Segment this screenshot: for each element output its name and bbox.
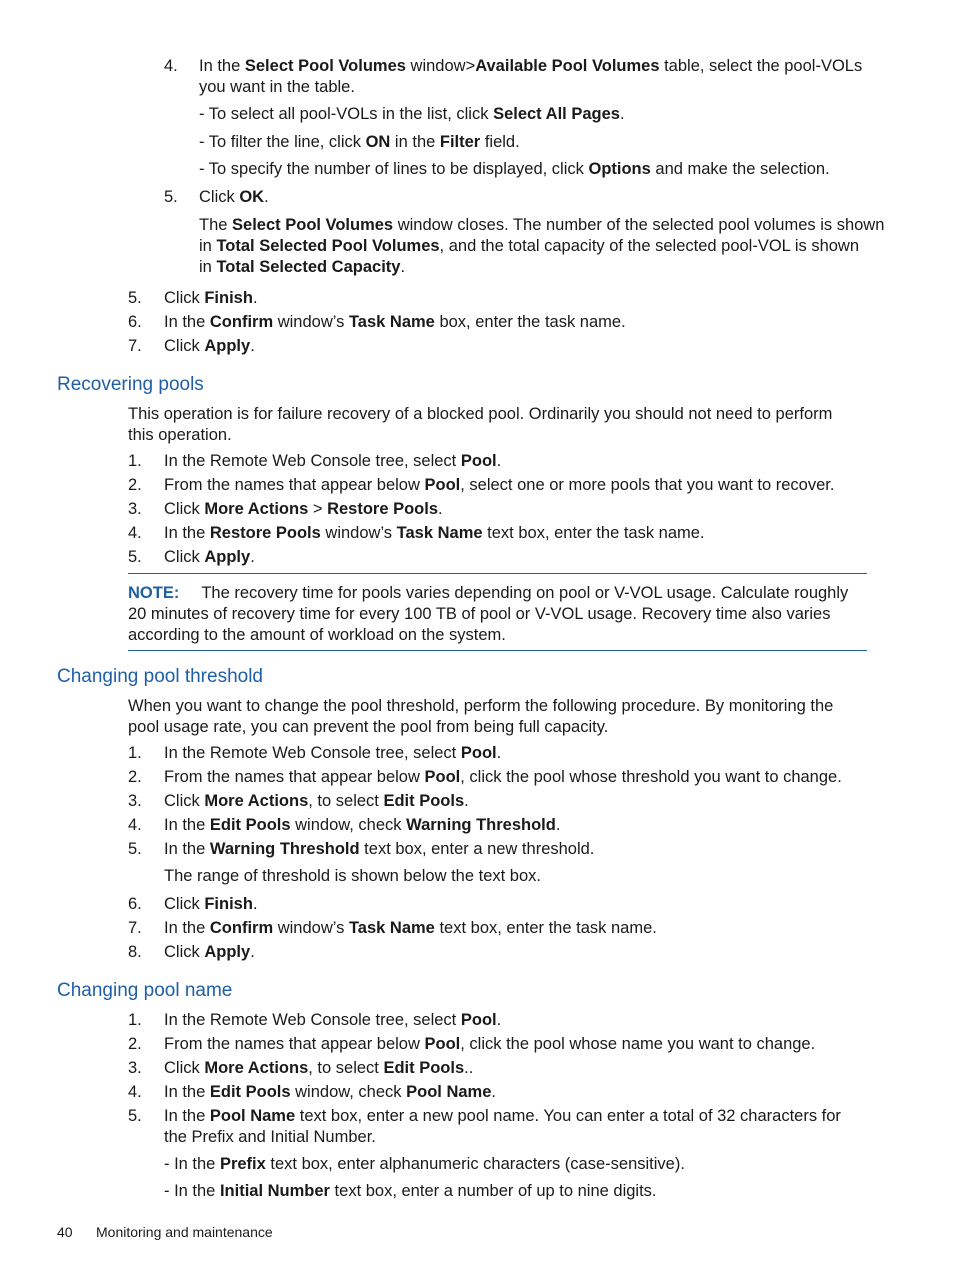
step-number: 7. [128,337,142,355]
step-text: In the Confirm window’s Task Name box, enter the task name. [164,313,626,331]
step-text: From the names that appear below Pool, click the pool whose threshold you want to change. [164,768,842,786]
step-text: In the Remote Web Console tree, select Pool. [164,452,502,470]
section-heading: Changing pool threshold [57,666,263,687]
step-text: in Total Selected Capacity. [199,258,406,276]
sub-step-text: - In the Prefix text box, enter alphanumeric characters (case-sensitive). [164,1155,685,1173]
step-number: 8. [128,943,142,961]
step-text: Click Finish. [164,895,258,913]
step-number: 3. [128,792,142,810]
step-number: 1. [128,452,142,470]
step-number: 5. [128,548,142,566]
step-text: In the Remote Web Console tree, select Pool. [164,744,502,762]
step-text: From the names that appear below Pool, select one or more pools that you want to recover. [164,476,835,494]
step-text: Click More Actions, to select Edit Pools. [164,792,469,810]
step-text: Click OK. [199,188,269,206]
step-text: Click More Actions > Restore Pools. [164,500,443,518]
step-text: In the Confirm window’s Task Name text box, enter the task name. [164,919,657,937]
step-text: In the Warning Threshold text box, enter a new threshold. [164,840,595,858]
note-text: NOTE: The recovery time for pools varies depending on pool or V-VOL usage. Calculate roughly [128,584,849,602]
step-number: 3. [128,500,142,518]
step-number: 1. [128,744,142,762]
step-text: you want in the table. [199,78,355,96]
step-text: the Prefix and Initial Number. [164,1128,376,1146]
step-number: 5. [128,840,142,858]
step-number: 4. [128,1083,142,1101]
paragraph: When you want to change the pool threshold, perform the following procedure. By monitoring the [128,697,834,715]
step-text: In the Edit Pools window, check Warning Threshold. [164,816,561,834]
step-text: In the Remote Web Console tree, select Pool. [164,1011,502,1029]
note-top-rule [128,573,867,574]
step-number: 4. [164,57,178,75]
step-text: Click More Actions, to select Edit Pools.. [164,1059,474,1077]
sub-step-text: - To specify the number of lines to be displayed, click Options and make the selection. [199,160,830,178]
paragraph: this operation. [128,426,232,444]
step-number: 1. [128,1011,142,1029]
step-text: The range of threshold is shown below the text box. [164,867,541,885]
note-bottom-rule [128,650,867,651]
step-text: In the Pool Name text box, enter a new pool name. You can enter a total of 32 characters for [164,1107,841,1125]
step-number: 4. [128,816,142,834]
step-text: In the Edit Pools window, check Pool Name. [164,1083,496,1101]
sub-step-text: - In the Initial Number text box, enter a number of up to nine digits. [164,1182,657,1200]
step-text: The Select Pool Volumes window closes. The number of the selected pool volumes is shown [199,216,885,234]
paragraph: pool usage rate, you can prevent the pool from being full capacity. [128,718,609,736]
step-number: 2. [128,476,142,494]
step-number: 6. [128,313,142,331]
sub-step-text: - To select all pool-VOLs in the list, click Select All Pages. [199,105,625,123]
footer-section-title: Monitoring and maintenance [96,1224,273,1240]
step-number: 5. [128,289,142,307]
step-number: 5. [164,188,178,206]
step-text: From the names that appear below Pool, click the pool whose name you want to change. [164,1035,816,1053]
step-text: Click Finish. [164,289,258,307]
step-number: 2. [128,768,142,786]
step-number: 5. [128,1107,142,1125]
section-heading: Recovering pools [57,374,204,395]
note-text: according to the amount of workload on the system. [128,626,506,644]
step-text: Click Apply. [164,337,255,355]
step-text: Click Apply. [164,548,255,566]
section-heading: Changing pool name [57,980,233,1001]
sub-step-text: - To filter the line, click ON in the Filter field. [199,133,520,151]
step-number: 3. [128,1059,142,1077]
step-text: in Total Selected Pool Volumes, and the total capacity of the selected pool-VOL is shown [199,237,860,255]
step-number: 2. [128,1035,142,1053]
step-text: In the Restore Pools window’s Task Name text box, enter the task name. [164,524,705,542]
note-text: 20 minutes of recovery time for every 100 TB of pool or V-VOL usage. Recovery time also varies [128,605,831,623]
step-text: Click Apply. [164,943,255,961]
page-number: 40 [57,1224,73,1240]
step-number: 4. [128,524,142,542]
note-label: NOTE: [128,584,180,602]
paragraph: This operation is for failure recovery of a blocked pool. Ordinarily you should not need to perform [128,405,833,423]
step-number: 7. [128,919,142,937]
step-text: In the Select Pool Volumes window>Available Pool Volumes table, select the pool-VOLs [199,57,863,75]
step-number: 6. [128,895,142,913]
